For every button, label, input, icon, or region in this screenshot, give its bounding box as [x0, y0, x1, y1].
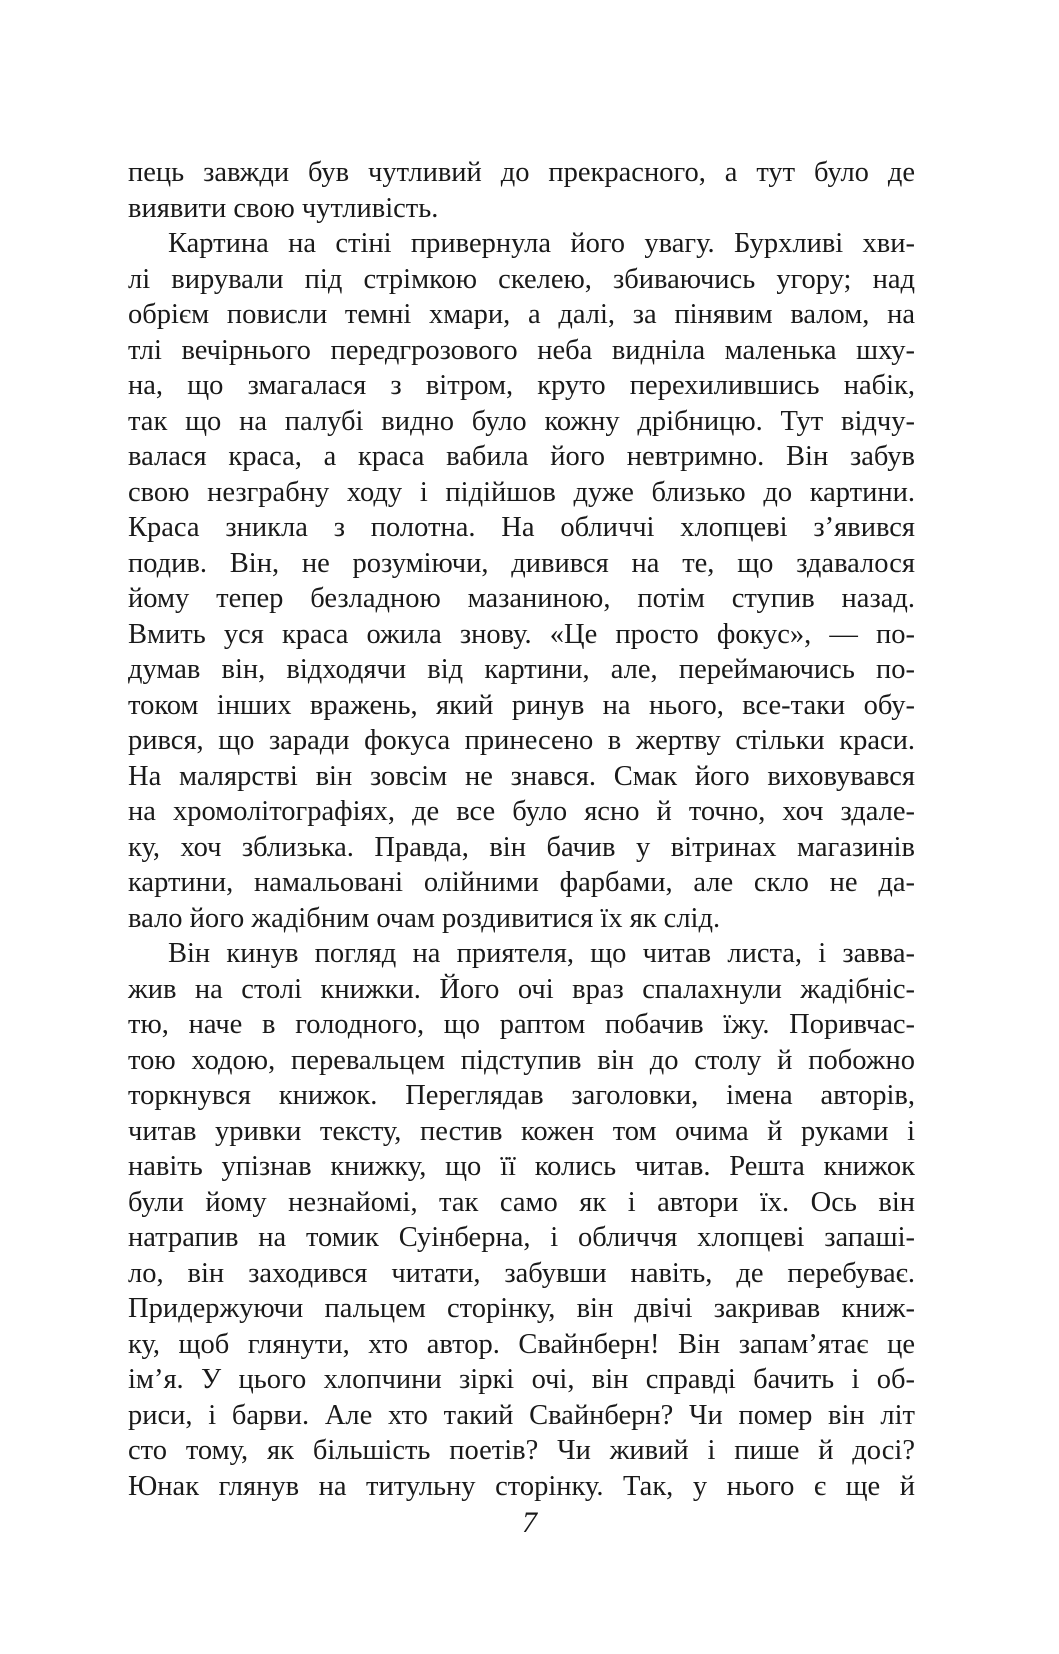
text-line: Вмить уся краса ожила знову. «Це просто фокус», — по-: [128, 618, 915, 650]
text-line: були йому незнайомі, так само як і автори їх. Ось він: [128, 1186, 915, 1218]
text-line: читав уривки тексту, пестив кожен том очима й руками і: [128, 1115, 915, 1147]
text-line: током інших вражень, який ринув на нього, все-таки обу-: [128, 689, 915, 721]
text-line: свою незграбну ходу і підійшов дуже близько до картини.: [128, 476, 915, 508]
text-line: валася краса, а краса вабила його невтримно. Він забув: [128, 441, 915, 472]
text-line: на, що змагалася з вітром, круто перехилившись набік,: [128, 370, 915, 401]
text-line: Картина на стіні привернула його увагу. Бурхливі хви-: [168, 228, 915, 259]
text-line: рився, що заради фокуса принесено в жертву стільки краси.: [128, 725, 915, 756]
paragraph: [128, 226, 915, 936]
text-line: виявити свою чутливість.: [128, 192, 439, 224]
text-line: Краса зникла з полотна. На обличчі хлопцеві з’явився: [128, 512, 915, 543]
text-line: ім’я. У цього хлопчини зіркі очі, він справді бачить і об-: [128, 1364, 915, 1395]
text-line: натрапив на томик Суінберна, і обличчя хлопцеві запаші-: [128, 1222, 915, 1253]
text-line: ло, він заходився читати, забувши навіть, де перебуває.: [128, 1257, 915, 1289]
text-line: торкнувся книжок. Переглядав заголовки, імена авторів,: [128, 1080, 915, 1111]
text-line: лі вирували під стрімкою скелею, збиваючись угору; над: [128, 263, 915, 295]
text-line: пець завжди був чутливий до прекрасного, а тут було де: [128, 157, 915, 188]
book-page-text: [128, 155, 915, 1504]
text-line: ку, щоб глянути, хто автор. Свайнберн! Він запам’ятає це: [128, 1328, 915, 1360]
text-line: ку, хоч зблизька. Правда, він бачив у вітринах магазинів: [128, 831, 915, 863]
text-line: Придержуючи пальцем сторінку, він двічі закривав книж-: [128, 1293, 915, 1324]
text-line: На малярстві він зовсім не знався. Смак його виховувався: [128, 760, 915, 792]
text-line: йому тепер безладною мазаниною, потім ступив назад.: [128, 583, 915, 614]
text-line: навіть упізнав книжку, що її колись читав. Решта книжок: [128, 1151, 915, 1182]
page-number: 7: [522, 1506, 537, 1539]
text-line: тлі вечірнього передгрозового неба видніла маленька шху-: [128, 334, 915, 366]
text-line: обрієм повисли темні хмари, а далі, за пінявим валом, на: [128, 299, 915, 330]
text-line: Він кинув погляд на приятеля, що читав листа, і завва-: [168, 938, 915, 969]
text-line: сто тому, як більшість поетів? Чи живий і пише й досі?: [128, 1435, 915, 1466]
text-line: на хромолітографіях, де все було ясно й точно, хоч здале-: [128, 796, 915, 827]
paragraph: [128, 936, 915, 1504]
text-line: тю, наче в голодного, що раптом побачив їжу. Поривчас-: [128, 1009, 915, 1040]
text-line: Юнак глянув на титульну сторінку. Так, у нього є ще й: [128, 1470, 915, 1502]
paragraph: [128, 155, 915, 226]
text-line: жив на столі книжки. Його очі враз спалахнули жадібніс-: [128, 973, 915, 1005]
text-line: тою ходою, перевальцем підступив він до столу й побожно: [128, 1044, 915, 1076]
text-line: думав він, відходячи від картини, але, переймаючись по-: [128, 654, 915, 685]
text-line: подив. Він, не розуміючи, дивився на те, що здавалося: [128, 547, 915, 579]
text-line: картини, намальовані олійними фарбами, але скло не да-: [128, 867, 915, 898]
text-line: риси, і барви. Але хто такий Свайнберн? Чи помер він літ: [128, 1399, 915, 1431]
text-line: вало його жадібним очам роздивитися їх як слід.: [128, 902, 721, 934]
text-line: так що на палубі видно було кожну дрібницю. Тут відчу-: [128, 405, 915, 437]
